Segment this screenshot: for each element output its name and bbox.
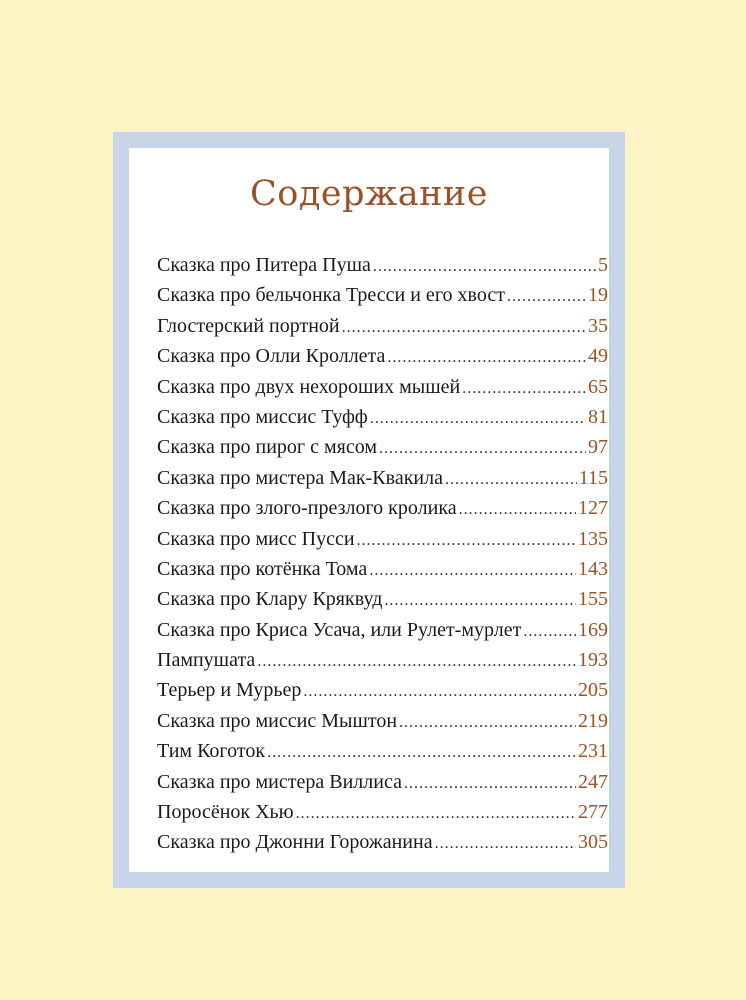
contents-list — [157, 254, 608, 862]
entry-title: Сказка про пирог с мясом — [157, 436, 378, 459]
contents-entry[interactable] — [157, 436, 608, 466]
contents-entry[interactable] — [157, 284, 608, 314]
contents-entry[interactable] — [157, 406, 608, 436]
dot-leader — [342, 319, 586, 337]
dot-leader — [257, 653, 576, 671]
contents-entry[interactable] — [157, 710, 608, 740]
entry-title: Сказка про миссис Туфф — [157, 405, 368, 428]
contents-entry[interactable] — [157, 467, 608, 497]
dot-leader — [387, 349, 586, 367]
entry-title: Сказка про бельчонка Тресси и его хвост — [157, 284, 505, 307]
dot-leader — [267, 744, 576, 762]
entry-page-number: 205 — [578, 679, 608, 702]
entry-title: Сказка про мистера Виллиса — [157, 770, 402, 793]
entry-page-number: 219 — [578, 709, 608, 732]
entry-page-number: 135 — [578, 527, 608, 550]
entry-title: Сказка про мистера Мак-Квакила — [157, 466, 443, 489]
entry-title: Сказка про мисс Пусси — [157, 527, 355, 550]
contents-entry[interactable] — [157, 254, 608, 284]
entry-title: Сказка про злого-презлого кролика — [157, 497, 457, 520]
entry-title: Глостерский портной — [157, 314, 340, 337]
entry-title: Пампушата — [157, 649, 256, 672]
contents-entry[interactable] — [157, 528, 608, 558]
entry-title: Сказка про Клару Кряквуд — [157, 588, 383, 611]
dot-leader — [373, 258, 596, 276]
entry-title: Сказка про Джонни Горожанина — [157, 831, 433, 854]
entry-page-number: 65 — [588, 375, 608, 398]
contents-entry[interactable] — [157, 376, 608, 406]
entry-title: Терьер и Мурьер — [157, 679, 302, 702]
dot-leader — [404, 775, 576, 793]
entry-title: Сказка про Криса Усача, или Рулет-мурлет — [157, 618, 522, 641]
entry-page-number: 155 — [578, 588, 608, 611]
entry-page-number: 169 — [578, 618, 608, 641]
entry-page-number: 247 — [578, 770, 608, 793]
entry-page-number: 19 — [588, 284, 608, 307]
contents-entry[interactable] — [157, 801, 608, 831]
contents-entry[interactable] — [157, 588, 608, 618]
contents-entry[interactable] — [157, 679, 608, 709]
dot-leader — [303, 683, 576, 701]
entry-title: Сказка про двух нехороших мышей — [157, 375, 461, 398]
entry-page-number: 81 — [588, 405, 608, 428]
entry-title: Поросёнок Хью — [157, 801, 294, 824]
entry-page-number: 49 — [588, 345, 608, 368]
contents-entry[interactable] — [157, 771, 608, 801]
dot-leader — [296, 805, 576, 823]
contents-card — [129, 148, 609, 872]
entry-title: Сказка про Олли Кроллета — [157, 345, 386, 368]
dot-leader — [369, 562, 576, 580]
dot-leader — [379, 440, 586, 458]
contents-entry[interactable] — [157, 831, 608, 861]
dot-leader — [435, 835, 576, 853]
contents-frame — [113, 132, 625, 888]
entry-page-number: 231 — [578, 740, 608, 763]
entry-page-number: 305 — [578, 831, 608, 854]
entry-title: Сказка про миссис Мыштон — [157, 709, 398, 732]
dot-leader — [462, 380, 586, 398]
entry-title: Сказка про Питера Пуша — [157, 254, 371, 276]
entry-page-number: 193 — [578, 649, 608, 672]
entry-page-number: 127 — [578, 497, 608, 520]
entry-title: Сказка про котёнка Тома — [157, 557, 368, 580]
entry-page-number: 277 — [578, 801, 608, 824]
dot-leader — [445, 471, 577, 489]
contents-entry[interactable] — [157, 619, 608, 649]
entry-page-number: 97 — [588, 436, 608, 459]
dot-leader — [459, 501, 576, 519]
entry-title: Тим Коготок — [157, 740, 266, 763]
dot-leader — [357, 532, 576, 550]
contents-title: Содержание — [250, 174, 488, 214]
entry-page-number: 143 — [578, 557, 608, 580]
contents-entry[interactable] — [157, 497, 608, 527]
dot-leader — [523, 623, 576, 641]
dot-leader — [384, 592, 576, 610]
contents-entry[interactable] — [157, 315, 608, 345]
entry-page-number: 5 — [598, 254, 608, 276]
dot-leader — [399, 714, 576, 732]
dot-leader — [370, 410, 586, 428]
contents-entry[interactable] — [157, 345, 608, 375]
dot-leader — [507, 288, 586, 306]
entry-page-number: 35 — [588, 314, 608, 337]
contents-entry[interactable] — [157, 649, 608, 679]
contents-entry[interactable] — [157, 740, 608, 770]
entry-page-number: 115 — [578, 466, 608, 489]
contents-entry[interactable] — [157, 558, 608, 588]
